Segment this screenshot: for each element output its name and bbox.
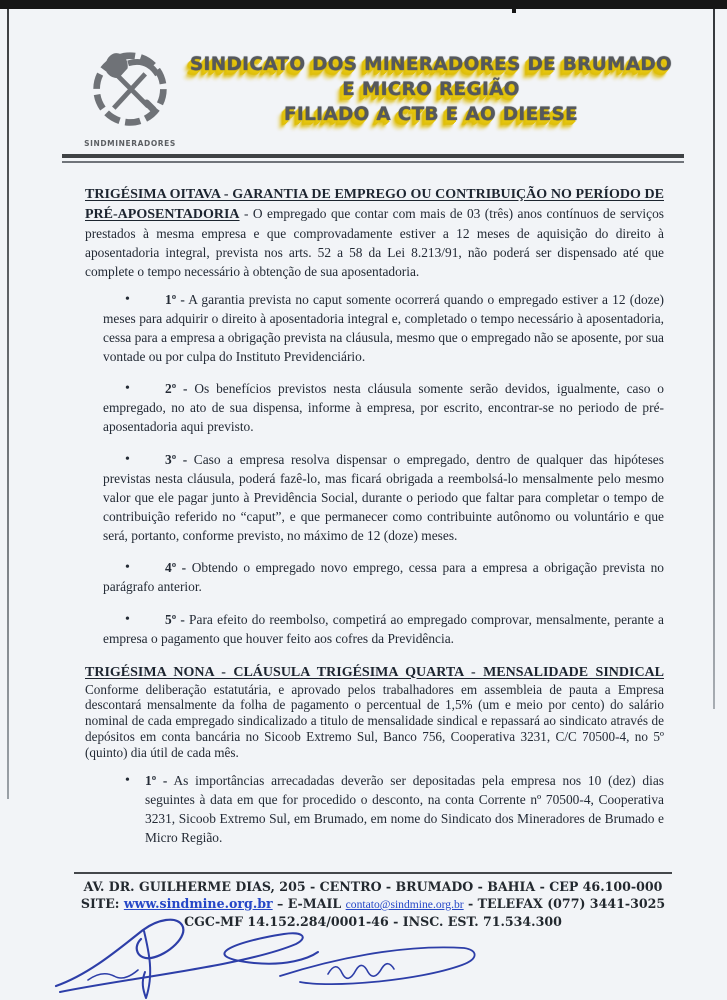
clause-38-item-1 (85, 290, 664, 366)
header-divider (62, 154, 684, 163)
clause-39-heading: TRIGÉSIMA NONA - CLÁUSULA TRIGÉSIMA QUARTA - MENSALIDADE SINDICAL (85, 664, 664, 680)
email-link[interactable]: contato@sindmine.org.br (345, 898, 464, 911)
title-line-3: FILIADO A CTB E AO DIEESE (283, 104, 579, 125)
clause-38-item-4 (85, 558, 664, 596)
scan-border-right (713, 9, 715, 709)
clause-39-body: Conforme deliberação estatutária, e aprovado pelos trabalhadores em assembleia de pauta a Empresa descontará mensalmente da folha de pagamento o percentual de 1,5% (um e meio por cento) do salário nominal de cada empregado sindicalizado a titulo de mensalidade sindical e repassará ao sindicato através de depósitos em conta bancária no Sicoob Extremo Sul, Banco 756, Cooperativa 3231, C/C 70500-4, no 5º (quinto) dia útil de cada mês. (85, 681, 664, 760)
scan-border-left (7, 9, 9, 799)
item-label: 3º - (165, 451, 188, 467)
bullet-icon: • (125, 611, 130, 627)
email-label: – E-MAIL (277, 896, 342, 911)
title-line-2: E MICRO REGIÃO (342, 79, 520, 100)
letterfoot (62, 872, 684, 930)
item-label: 1º - (145, 772, 168, 788)
organization-title (184, 50, 678, 127)
signature-right (272, 936, 482, 996)
title-line-1: SINDICATO DOS MINERADORES DE BRUMADO (189, 54, 673, 75)
clause-39-item-1 (85, 771, 664, 847)
clause-38-heading: TRIGÉSIMA OITAVA - GARANTIA DE EMPREGO OU CONTRIBUIÇÃO NO PERÍODO DE PRÉ-APOSENTADORIA (85, 187, 664, 222)
clause-38-item-3 (85, 450, 664, 545)
footer-divider (74, 872, 672, 874)
item-label: 4º - (165, 560, 187, 576)
union-logo (76, 50, 184, 148)
clause-38-paragraph (85, 184, 664, 281)
clause-38-item-2 (85, 379, 664, 436)
item-text: Caso a empresa resolva dispensar o empregado, dentro de qualquer das hipóteses previstas nesta cláusula, poderá fazê-lo, mas ficará obrigada a reembolsá-lo mensalmente pelo mesmo valor que ele pagar junto à Previdência Social, durante o periodo que faltar para completar o tempo de contribuição referido no “caput”, e que permanecer como contribuinte autônomo ou voluntário e que será, portanto, conforme previsto, no máximo de 12 (doze) meses. (103, 451, 664, 543)
telefax-text: - TELEFAX (077) 3441-3025 (468, 896, 666, 911)
clause-38-section (85, 184, 664, 648)
letterhead (62, 50, 684, 148)
site-label: SITE: (80, 896, 120, 911)
bullet-icon: • (125, 381, 130, 397)
clause-38-item-5 (85, 610, 664, 648)
item-text: A garantia prevista no caput somente ocorrerá quando o empregado estiver a 12 (doze) meses para adquirir o direito à aposentadoria integral e, completado o tempo necessário à aposentadoria, cessa para a empresa a obrigação prevista na cláusula, mesmo que o empregado não se aposente, por sua vontade ou por culpa do Instituto Previdenciário. (103, 292, 664, 364)
item-text: Os benefícios previstos nesta cláusula somente serão devidos, igualmente, caso o empregado, no ato de sua dispensa, informe à empresa, por escrito, encontrar-se no periodo de pré-aposentadoria aqui previsto. (103, 381, 664, 435)
item-text: Para efeito do reembolso, competirá ao empregado comprovar, mensalmente, perante a empresa o pagamento que houver feito aos cofres da Previdência. (103, 611, 664, 646)
miners-crossed-tools-icon (82, 119, 178, 136)
bullet-icon: • (125, 560, 130, 576)
logo-caption: SINDMINERADORES (84, 139, 176, 148)
item-label: 5º - (165, 611, 185, 627)
clause-39-section (85, 663, 664, 847)
bullet-icon: • (125, 451, 130, 467)
site-link[interactable]: www.sindmine.org.br (123, 896, 273, 911)
footer-contact-line (62, 895, 684, 913)
item-label: 2º - (165, 381, 188, 397)
item-text: Obtendo o empregado novo emprego, cessa para a empresa a obrigação prevista no parágrafo anterior. (103, 560, 664, 595)
bullet-icon: • (125, 772, 130, 788)
item-label: 1º - (165, 292, 185, 307)
footer-address: AV. DR. GUILHERME DIAS, 205 - CENTRO - BRUMADO - BAHIA - CEP 46.100-000 (83, 879, 663, 894)
clause-38-intro: - O empregado que contar com mais de 03 (três) anos contínuos de serviços prestados à mesma empresa e que comprovadamente estiver a 12 meses de aquisição do direito à aposentadoria integral, prevista nos arts. 52 a 58 da Lei 8.213/91, não poderá ser dispensado até que complete o tempo necessário à obtenção de sua aposentadoria. (85, 206, 664, 279)
item-text: As importâncias arrecadadas deverão ser depositadas pela empresa nos 10 (dez) dias seguintes à data em que for procedido o desconto, na conta Corrente nº 70500-4, Cooperativa 3231, Sicoob Extremo Sul, em Brumado, em nome do Sindicato dos Mineradores de Brumado e Micro Região. (145, 772, 664, 845)
bullet-icon: • (125, 292, 130, 307)
footer-registration: CGC-MF 14.152.284/0001-46 - INSC. EST. 71.534.300 (184, 914, 562, 929)
